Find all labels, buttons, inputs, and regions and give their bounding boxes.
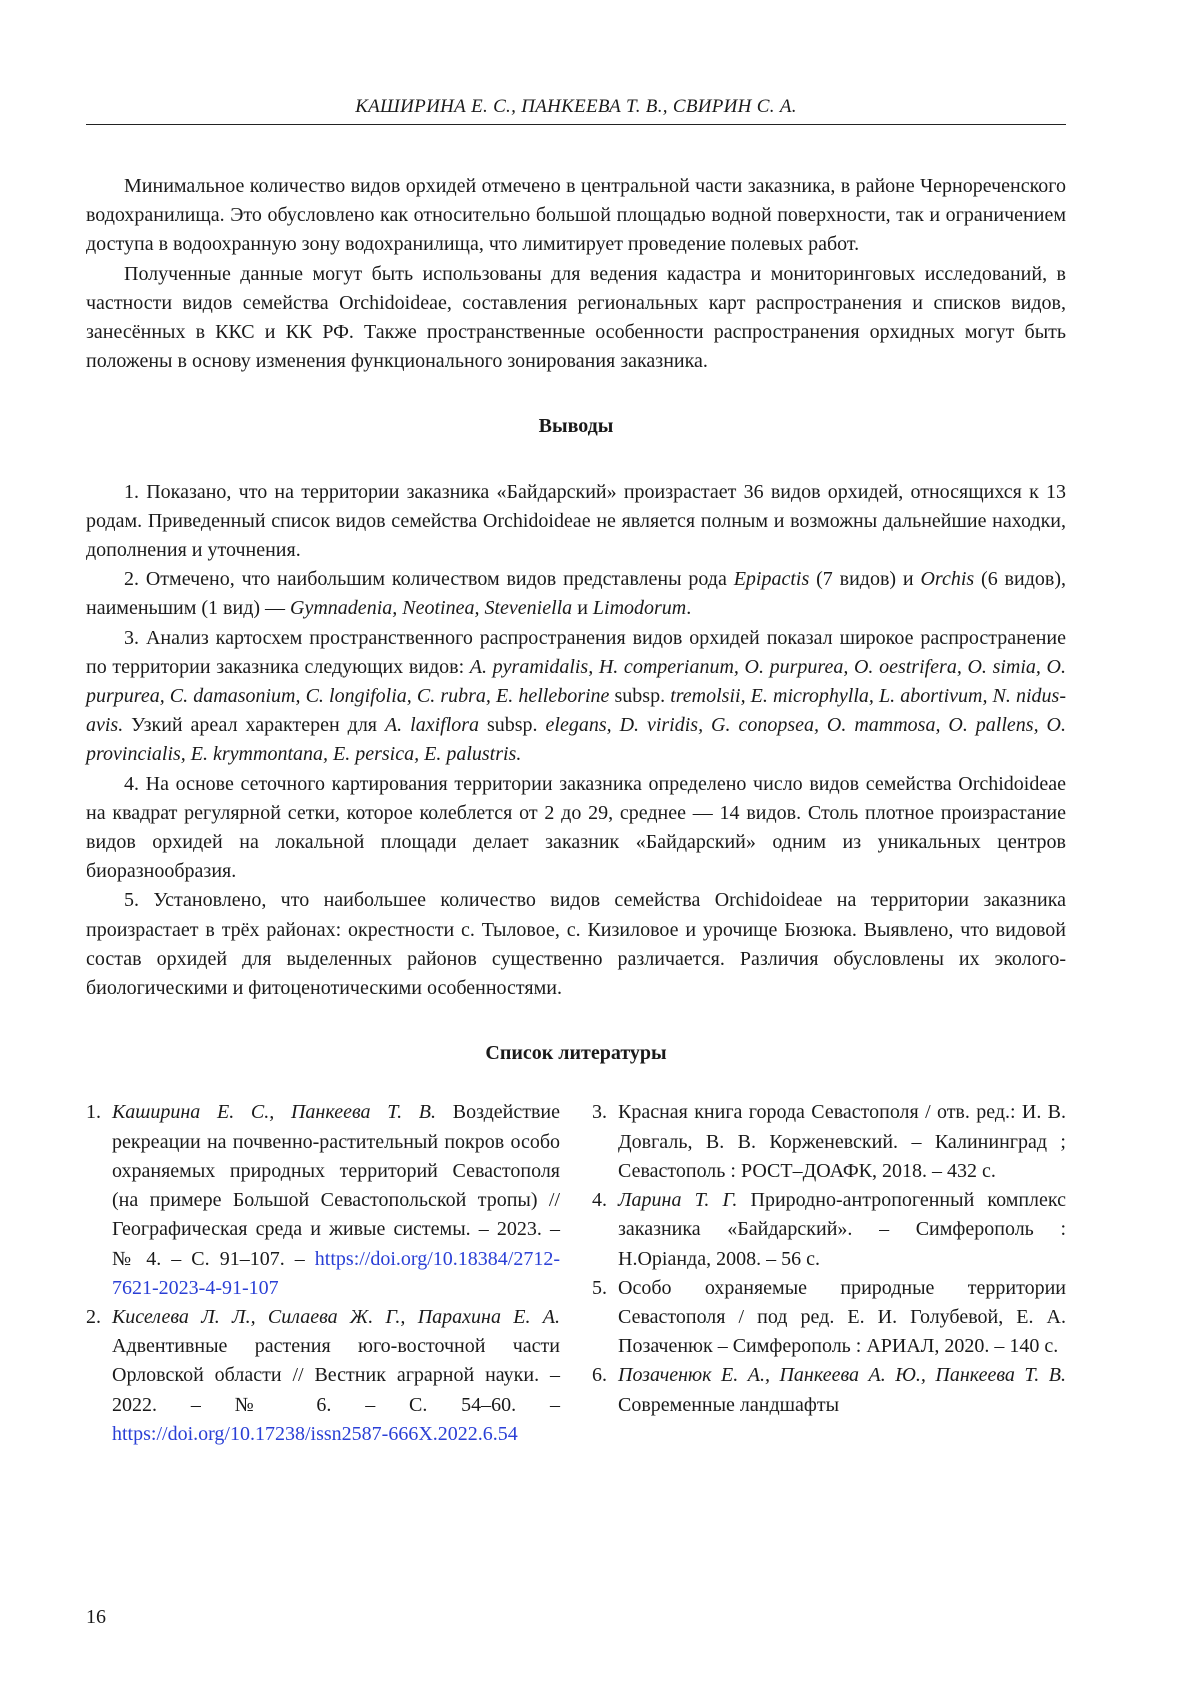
running-head-authors: КАШИРИНА Е. С., ПАНКЕЕВА Т. В., СВИРИН С. А. [355,96,797,117]
reference-item: 3. Красная книга города Севастополя / отв. ред.: И. В. Довгаль, В. В. Корженевский. – Калининград ; Севастополь : РОСТ–ДОАФК, 2018. – 432 с. [592,1101,1066,1182]
reference-item: 5. Особо охраняемые природные территории Севастополя / под ред. Е. И. Голубевой, Е. А. Позаченюк – Симферополь : АРИАЛ, 2020. – 140 с. [592,1276,1066,1358]
conclusion-item-4: 4. На основе сеточного картирования территории заказника определено число видов семейства Orchidoideae на квадрат регулярной сетки, которое колеблется от 2 до 29, среднее — 14 видов. Столь плотное произрастание видов орхидей на локальной площади делает заказник «Байдарский» одним из уникальных центров биоразнообразия. [86,772,1066,883]
header-rule [86,124,1066,125]
conclusion-item-3: 3. Анализ картосхем пространственного распространения видов орхидей показал широкое распространение по территории заказника следующих видов: A. pyramidalis, H. comperianum, O. purpurea, O. oestrifera, O. simia, O. purpurea, C. damasonium, C. longifolia, C. rubra, E. helleborine subsp. tremolsii, E. microphylla, L. abortivum, N. nidus-avis. Узкий ареал характерен для A. laxiflora subsp. elegans, D. viridis, G. conopsea, O. mammosa, O. pallens, O. provincialis, E. krymmontana, E. persica, E. palustris. [86,626,1066,766]
conclusions-heading: Выводы [538,415,614,438]
conclusion-item-5: 5. Установлено, что наибольшее количество видов семейства Orchidoideae на территории заказника произрастает в трёх районах: окрестности с. Тыловое, с. Кизиловое и урочище Бюзюка. Выявлено, что видовой состав орхидей для выделенных районов существенно различается. Различия обусловлены их эколого-биологическими и фитоценотическими особенностями. [86,889,1066,1000]
reference-column-left [86,1098,560,1448]
reference-column-right [592,1098,1066,1448]
doi-link[interactable]: https://doi.org/10.18384/2712-7621-2023-4-91-107 [112,1247,560,1299]
article-body [86,172,1066,1449]
conclusion-item-2: 2. Отмечено, что наибольшим количеством видов представлены рода Epipactis (7 видов) и Orchis (6 видов), наименьшим (1 вид) — Gymnadenia, Neotinea, Steveniella и Limodorum. [86,568,1066,620]
doi-link[interactable]: https://doi.org/10.17238/issn2587-666X.2022.6.54 [112,1422,518,1445]
reference-list [86,1098,1066,1448]
reference-item: 1. Каширина Е. С., Панкеева Т. В. Воздействие рекреации на почвенно-растительный покров особо охраняемых природных территорий Севастополя (на примере Большой Севастопольской тропы) // Географическая среда и живые системы. – 2023. – № 4. – С. 91–107. – https://doi.org/10.18384/2712-7621-2023-4-91-107 [86,1101,560,1299]
page-number: 16 [86,1606,106,1628]
reference-item: 2. Киселева Л. Л., Силаева Ж. Г., Парахина Е. А. Адвентивные растения юго-восточной части Орловской области // Вестник аграрной науки. – 2022. – № 6. – С. 54–60. – https://doi.org/10.17238/issn2587-666X.2022.6.54 [86,1305,560,1445]
references-heading: Список литературы [485,1042,667,1065]
paragraph: Минимальное количество видов орхидей отмечено в центральной части заказника, в районе Чернореченского водохранилища. Это обусловлено как относительно большой площадью водной поверхности, так и ограничением доступа в водоохранную зону водохранилища, что лимитирует проведение полевых работ. [86,175,1066,256]
reference-item: 4. Ларина Т. Г. Природно-антропогенный комплекс заказника «Байдарский». – Симферополь : Н.Оріанда, 2008. – 56 с. [592,1189,1067,1270]
reference-item: 6. Позаченюк Е. А., Панкеева А. Ю., Панкеева Т. В. Современные ландшафты [592,1364,1066,1416]
conclusion-item-1: 1. Показано, что на территории заказника «Байдарский» произрастает 36 видов орхидей, относящихся к 13 родам. Приведенный список видов семейства Orchidoideae не является полным и возможны дальнейшие находки, дополнения и уточнения. [86,480,1066,562]
paragraph: Полученные данные могут быть использованы для ведения кадастра и мониторинговых исследований, в частности видов семейства Orchidoideae, составления региональных карт распространения и списков видов, занесённых в ККС и КК РФ. Также пространственные особенности распространения орхидных могут быть положены в основу изменения функционального зонирования заказника. [86,262,1066,373]
